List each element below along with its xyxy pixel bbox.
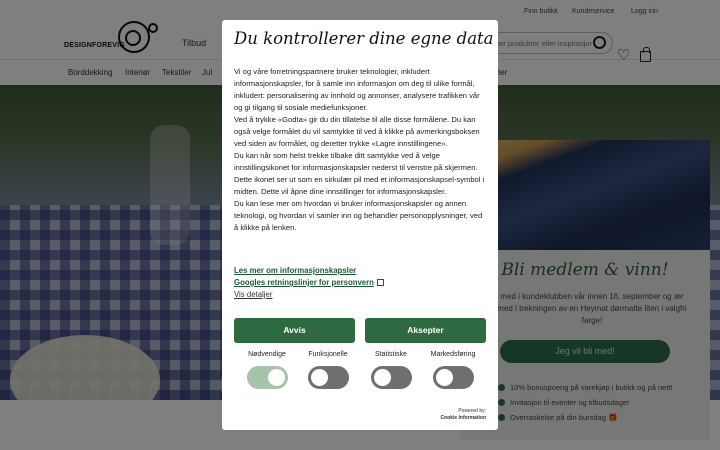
google-privacy-link-text: Googles retningslinjer for personvern [234, 278, 374, 287]
dialog-links [234, 265, 384, 301]
consent-toggles [234, 351, 488, 391]
external-link-icon [377, 279, 384, 286]
google-privacy-link[interactable] [234, 277, 384, 289]
switch-knob [374, 369, 391, 386]
switch-knob [311, 369, 328, 386]
show-details-link[interactable]: Vis detaljer [234, 290, 273, 299]
necessary-switch[interactable] [247, 366, 288, 389]
statistics-switch[interactable] [371, 366, 412, 389]
powered-by-label: Powered by: [458, 408, 486, 414]
cookies-info-link[interactable]: Les mer om informasjonskapsler [234, 266, 357, 275]
cookie-consent-dialog [222, 20, 498, 430]
reject-button[interactable]: Avvis [234, 318, 355, 343]
powered-by-name[interactable]: Cookie Information [440, 415, 486, 421]
switch-knob [268, 369, 285, 386]
marketing-switch[interactable] [433, 366, 474, 389]
toggle-label: Nødvendige [248, 351, 286, 358]
consent-paragraph: Du kan når som helst trekke tilbake ditt samtykke ved å velge innstillingsikonet for informasjonskapsler nederst til venstre på skjermen. Dette ikonet ser ut som en sirkulær pil med et informasjonskapsel-symbol i midten. Dette vil åpne dine innstillinger for informasjonskapsler. [234, 151, 485, 196]
dialog-title: Du kontrollerer dine egne data [234, 29, 494, 48]
switch-knob [436, 369, 453, 386]
toggle-necessary [237, 351, 297, 389]
powered-by [440, 408, 486, 422]
consent-paragraph: Ved å trykke «Godta» gir du din tillatelse til alle disse formålene. Du kan også velge formålet du vil samtykke til ved å klikke på avmerkingsboksen ved siden av formålet, og deretter trykke «Lagre innstillingene». [234, 115, 480, 148]
toggle-functional [298, 351, 358, 389]
dialog-body [234, 66, 488, 234]
functional-switch[interactable] [308, 366, 349, 389]
toggle-label: Statistiske [375, 351, 407, 358]
toggle-label: Funksjonelle [308, 351, 348, 358]
toggle-statistics [361, 351, 421, 389]
toggle-label: Markedsføring [430, 351, 476, 358]
consent-paragraph: Vi og våre forretningspartnere bruker teknologier, inkludert informasjonskapsler, for å samle inn informasjon om deg til ulike formål, inkludert: personalisering av innhold og annonser, analysere trafikken vår og gi tilgang til sosiale mediefunksjoner. [234, 67, 480, 112]
toggle-marketing [423, 351, 483, 389]
accept-button[interactable]: Aksepter [365, 318, 486, 343]
consent-paragraph: Du kan lese mer om hvordan vi bruker informasjonskapsler og annen teknologi, og hvordan vi samler inn og behandler personopplysninger, ved å klikke på lenken. [234, 199, 483, 232]
